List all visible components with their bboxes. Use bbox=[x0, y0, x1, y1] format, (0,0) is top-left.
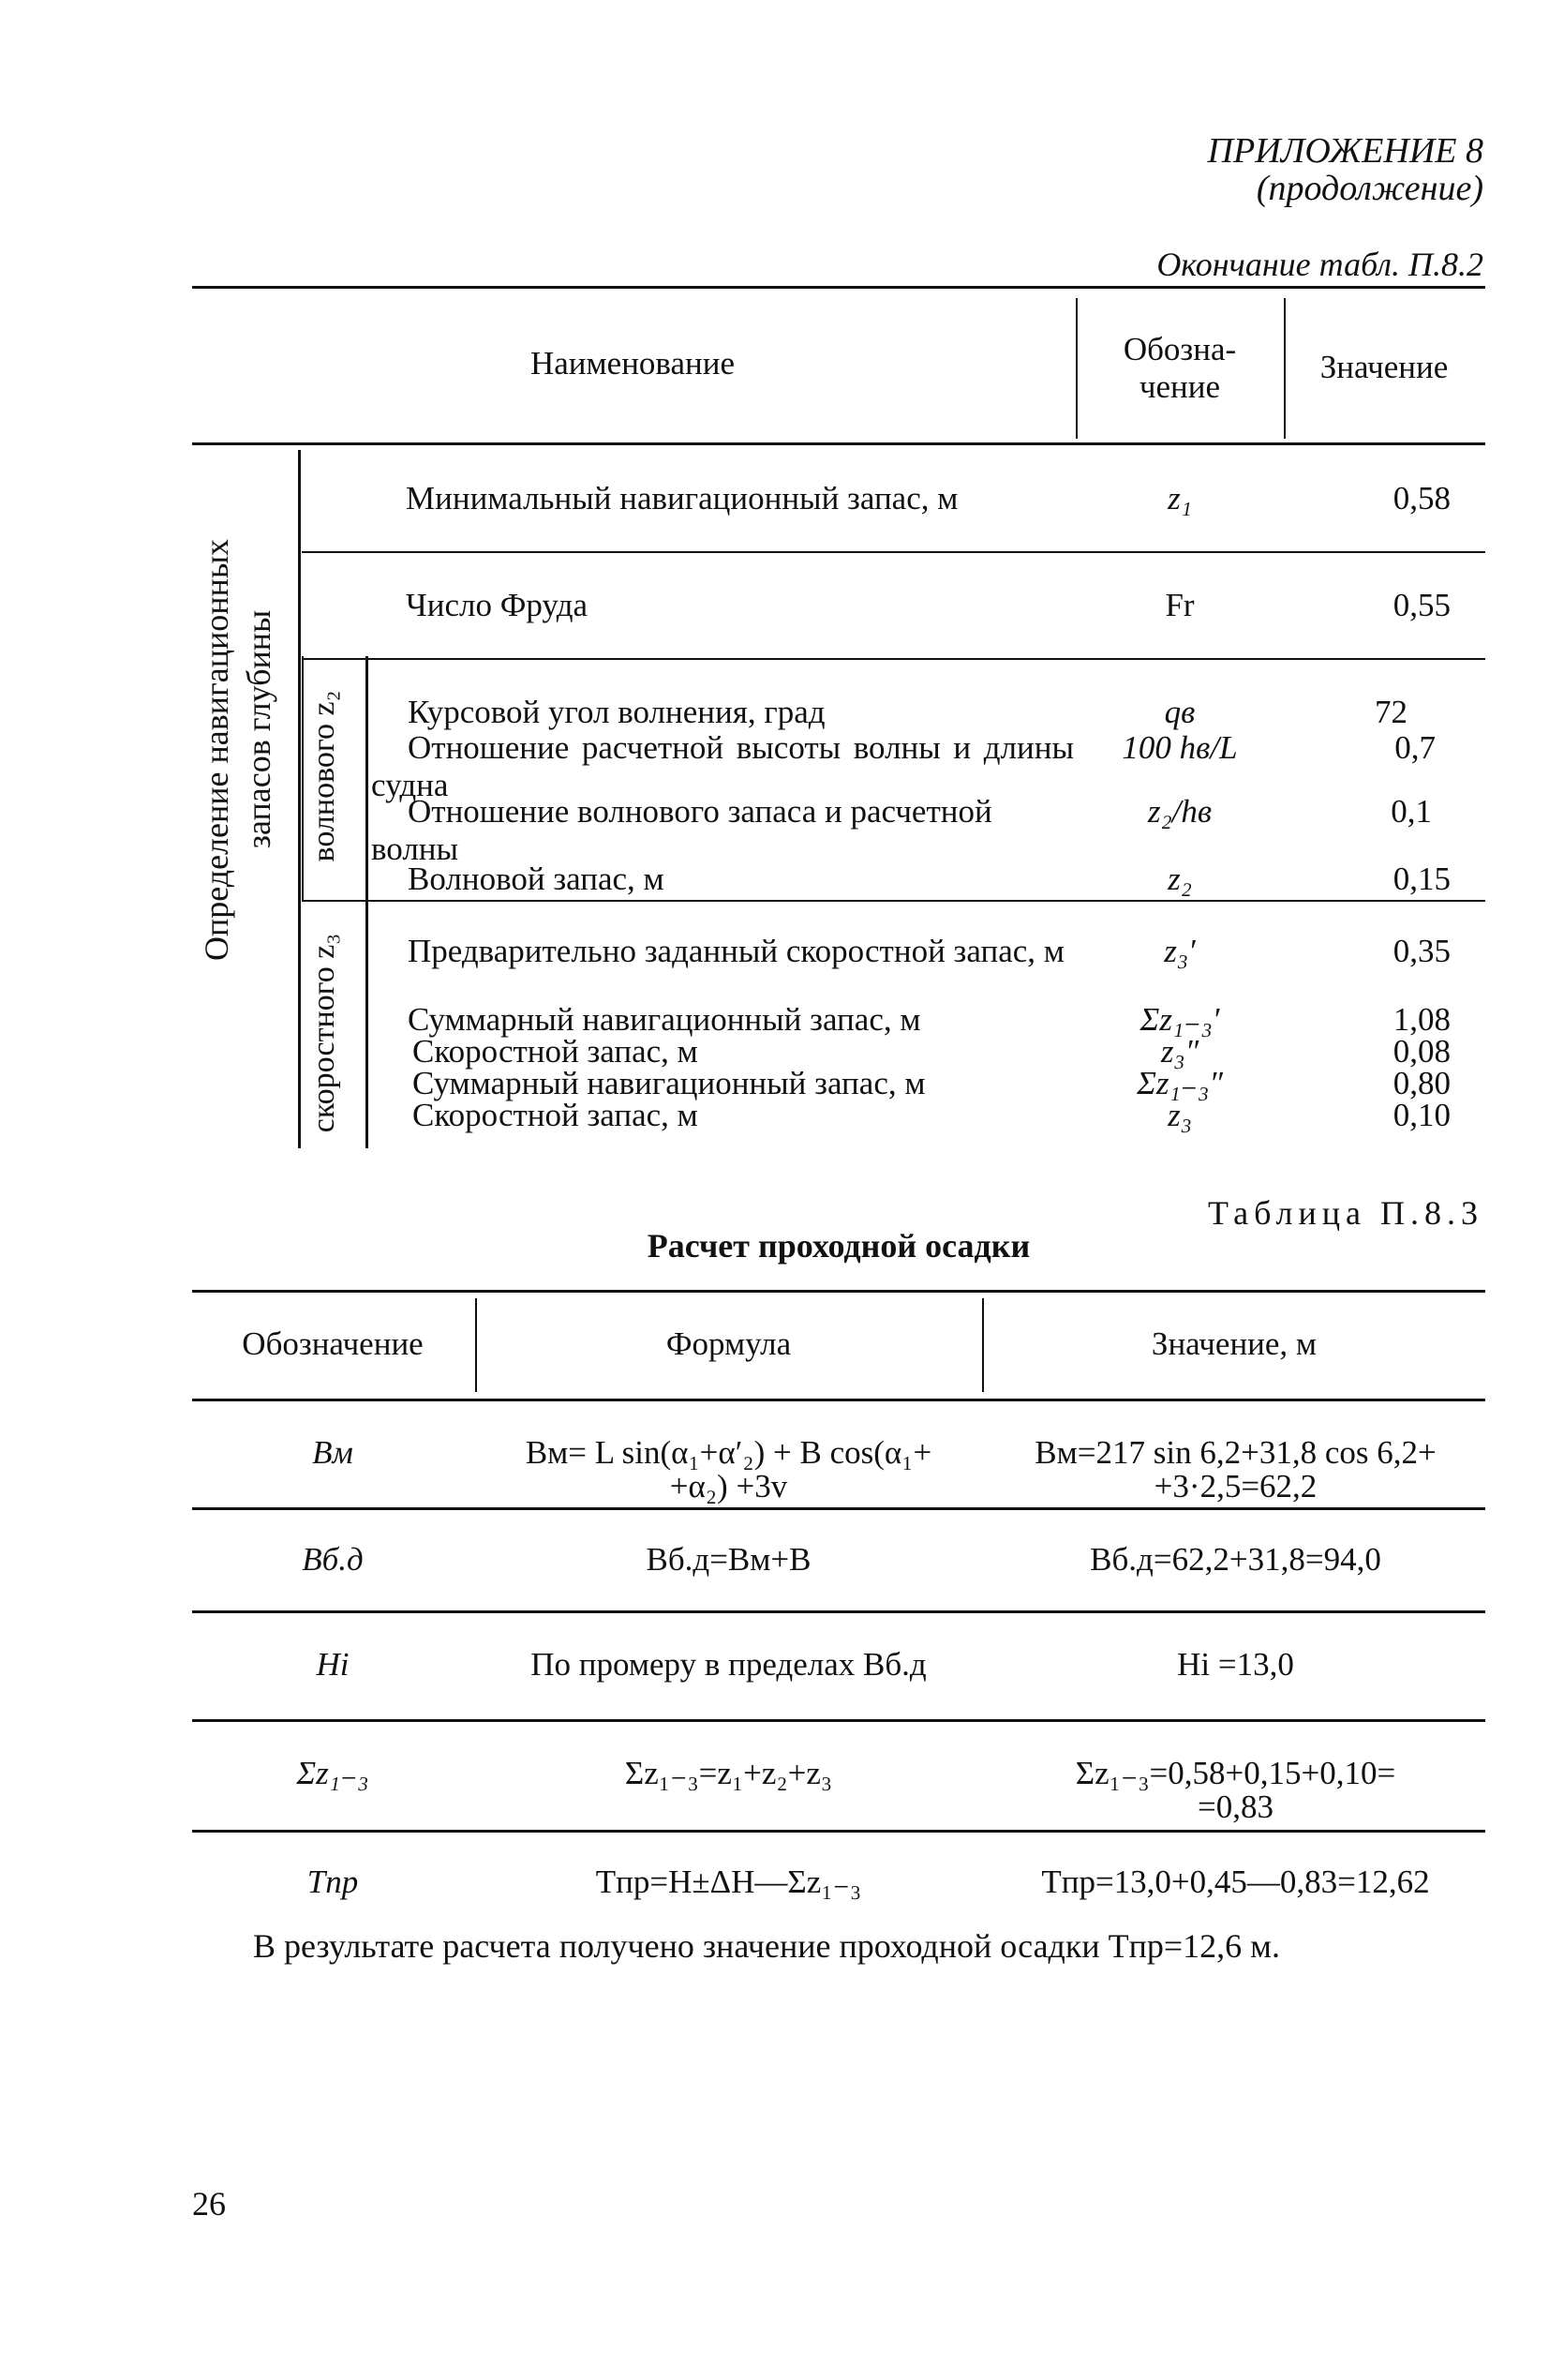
table2-col-divider-2 bbox=[982, 1298, 984, 1392]
t1-row5-symbol: z₂/hв bbox=[1147, 793, 1213, 830]
t2-row1-formula-l1: Bм= L sin(α₁+α′₂) + B cos(α₁+ bbox=[525, 1434, 932, 1471]
subgroup-speed-label: скоростного z₃ bbox=[306, 933, 341, 1133]
t1-row7-name: Предварительно заданный скоростной запас, м bbox=[408, 933, 1065, 969]
t1-rule-3 bbox=[302, 900, 1485, 902]
t1-row4-symbol: 100 hв/L bbox=[1122, 729, 1238, 766]
t2-rule-3 bbox=[192, 1719, 1485, 1722]
appendix-title: ПРИЛОЖЕНИЕ 8 bbox=[1207, 131, 1483, 171]
subgroup-wave-label: волнового z₂ bbox=[306, 690, 341, 862]
t2-rule-4 bbox=[192, 1830, 1485, 1833]
subgroup-outer-line bbox=[302, 656, 304, 900]
t1-row2-name: Число Фруда bbox=[406, 587, 588, 623]
t2-row4-value-l1: Σz₁₋₃=0,58+0,15+0,10= bbox=[1075, 1755, 1396, 1791]
t1-row11-symbol: z₃ bbox=[1168, 1097, 1192, 1133]
t2-row1-value-l1: Bм=217 sin 6,2+31,8 cos 6,2+ bbox=[1035, 1434, 1437, 1471]
t1-rule-1 bbox=[302, 551, 1485, 553]
table2-col-symbol: Обозначение bbox=[242, 1325, 424, 1362]
t2-row2-value: Bб.д=62,2+31,8=94,0 bbox=[1090, 1541, 1381, 1578]
t2-row2-formula: Bб.д=Bм+B bbox=[646, 1541, 812, 1578]
t1-row8-symbol: Σz₁₋₃′ bbox=[1139, 1001, 1220, 1038]
t1-row3-value: 72 bbox=[1375, 694, 1408, 730]
appendix-continued: (продолжение) bbox=[1256, 169, 1483, 208]
t1-row5-value: 0,1 bbox=[1391, 793, 1432, 830]
t1-row1-name: Минимальный навигационный запас, м bbox=[406, 480, 959, 516]
t2-row2-symbol: Bб.д bbox=[302, 1541, 364, 1578]
group-label-line1: Определение навигационных bbox=[198, 538, 235, 962]
t1-row5-name: Отношение волнового запаса и расчетной волны bbox=[371, 793, 992, 868]
t2-rule-2 bbox=[192, 1610, 1485, 1613]
table2-number: Таблица П.8.3 bbox=[1208, 1194, 1483, 1232]
t2-row4-value-l2: =0,83 bbox=[1198, 1789, 1273, 1825]
table1-header-rule bbox=[192, 442, 1485, 445]
t1-row9-name: Скоростной запас, м bbox=[412, 1033, 698, 1070]
t1-row7-value: 0,35 bbox=[1393, 933, 1451, 969]
t2-row3-symbol: Hi bbox=[316, 1646, 350, 1683]
t2-row1-value-l2: +3·2,5=62,2 bbox=[1154, 1468, 1318, 1504]
table2-col-formula: Формула bbox=[665, 1325, 792, 1362]
t1-row1-value: 0,58 bbox=[1393, 480, 1451, 516]
t1-row10-symbol: Σz₁₋₃″ bbox=[1137, 1065, 1223, 1101]
table2-col-value: Значение, м bbox=[1151, 1325, 1318, 1362]
t1-row10-name: Суммарный навигационный запас, м bbox=[412, 1065, 926, 1101]
t2-row4-formula: Σz₁₋₃=z₁+z₂+z₃ bbox=[624, 1755, 833, 1791]
page-number: 26 bbox=[192, 2185, 226, 2223]
table1-col-symbol: Обозна- чение bbox=[1123, 331, 1237, 406]
t1-row6-value: 0,15 bbox=[1393, 861, 1451, 897]
t2-row4-symbol: Σz₁₋₃ bbox=[296, 1755, 369, 1791]
t1-row6-symbol: z₂ bbox=[1168, 861, 1192, 897]
t1-row8-value: 1,08 bbox=[1393, 1001, 1451, 1038]
t1-row8-name: Суммарный навигационный запас, м bbox=[408, 1001, 921, 1038]
t1-row9-value: 0,08 bbox=[1393, 1033, 1451, 1070]
table2-col-divider-1 bbox=[475, 1298, 477, 1392]
t2-row5-symbol: Tпр bbox=[306, 1864, 359, 1900]
t1-row9-symbol: z₃″ bbox=[1160, 1033, 1199, 1070]
table1-caption: Окончание табл. П.8.2 bbox=[1156, 246, 1483, 283]
group-bracket bbox=[298, 450, 301, 1148]
t1-row2-symbol: Fr bbox=[1165, 587, 1195, 623]
t2-row1-formula-l2: +α₂) +3v bbox=[669, 1468, 788, 1504]
subgroup-bracket bbox=[365, 656, 368, 1148]
table2-title: Расчет проходной осадки bbox=[647, 1227, 1031, 1265]
t1-row4-value: 0,7 bbox=[1394, 729, 1436, 766]
t2-row3-formula: По промеру в пределах Bб.д bbox=[530, 1646, 927, 1683]
t2-row5-formula: Tпр=H±ΔH—Σz₁₋₃ bbox=[595, 1864, 862, 1900]
t1-row4-name: Отношение расчетной высоты волны и длины судна bbox=[371, 729, 1074, 804]
t2-rule-1 bbox=[192, 1507, 1485, 1510]
table1-col-name: Наименование bbox=[529, 345, 736, 382]
t1-row1-symbol: z₁ bbox=[1168, 480, 1192, 516]
t1-row6-name: Волновой запас, м bbox=[408, 861, 664, 897]
t1-row11-value: 0,10 bbox=[1393, 1097, 1451, 1133]
conclusion-text: В результате расчета получено значение проходной осадки Tпр=12,6 м. bbox=[253, 1927, 1280, 1965]
t2-row1-symbol: Bм bbox=[312, 1434, 353, 1471]
group-label-line2: запасов глубины bbox=[240, 609, 277, 849]
table2-header-rule bbox=[192, 1399, 1485, 1401]
table1-col-value: Значение bbox=[1319, 349, 1449, 385]
t1-row3-name: Курсовой угол волнения, град bbox=[408, 694, 826, 730]
t1-row2-value: 0,55 bbox=[1393, 587, 1451, 623]
t1-rule-2 bbox=[302, 658, 1485, 660]
t1-row11-name: Скоростной запас, м bbox=[412, 1097, 698, 1133]
t1-row10-value: 0,80 bbox=[1393, 1065, 1451, 1101]
table1-top-rule bbox=[192, 286, 1485, 289]
table2-top-rule bbox=[192, 1290, 1485, 1293]
t2-row3-value: Hi =13,0 bbox=[1177, 1646, 1294, 1683]
t1-row3-symbol: qв bbox=[1164, 694, 1196, 730]
t1-row7-symbol: z₃′ bbox=[1164, 933, 1196, 969]
t2-row5-value: Tпр=13,0+0,45—0,83=12,62 bbox=[1041, 1864, 1430, 1900]
